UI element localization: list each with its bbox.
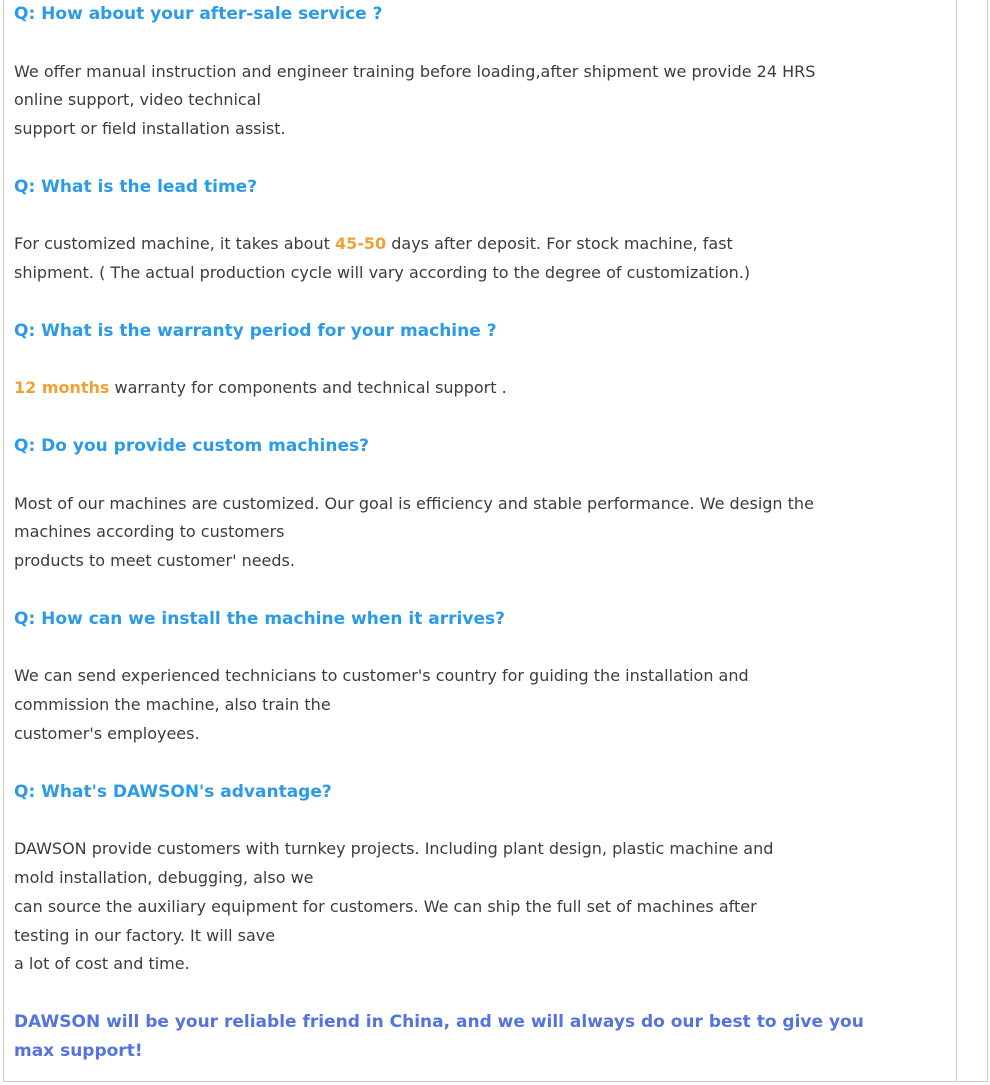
text-segment: We offer manual instruction and engineer training before loading,after shipment we provide 24 HRS	[14, 61, 816, 81]
text-segment: machines according to customers	[14, 522, 285, 542]
faq-answer-line	[14, 547, 954, 576]
text-segment: For customized machine, it takes about	[14, 234, 335, 254]
closing-note	[14, 1008, 954, 1066]
text-segment: We can send experienced technicians to customer's country for guiding the installation and	[14, 666, 749, 686]
faq-content	[14, 0, 954, 1065]
faq-answer-line	[14, 662, 954, 691]
faq-question: Q: What is the warranty period for your machine ?	[14, 320, 497, 341]
faq-question: Q: Do you provide custom machines?	[14, 435, 369, 456]
closing-note-line	[14, 1037, 954, 1066]
text-segment: online support, video technical	[14, 90, 261, 110]
text-segment: can source the auxiliary equipment for customers. We can ship the full set of machines after	[14, 896, 757, 916]
text-segment: shipment. ( The actual production cycle will vary according to the degree of customization.)	[14, 263, 751, 283]
text-segment: DAWSON will be your reliable friend in China, and we will always do our best to give you	[14, 1011, 864, 1032]
faq-answer-line	[14, 259, 954, 288]
text-segment: Most of our machines are customized. Our goal is efficiency and stable performance. We design the	[14, 493, 814, 513]
faq-answer-line	[14, 922, 954, 951]
faq-answer	[14, 230, 954, 288]
faq-answer-line	[14, 720, 954, 749]
text-segment: DAWSON provide customers with turnkey projects. Including plant design, plastic machine and	[14, 839, 774, 859]
highlight-text: 12 months	[14, 378, 110, 398]
faq-answer-line	[14, 893, 954, 922]
text-segment: a lot of cost and time.	[14, 954, 190, 974]
faq-question: Q: How can we install the machine when it arrives?	[14, 608, 505, 629]
faq-answer-line	[14, 230, 954, 259]
faq-answer-line	[14, 835, 954, 864]
faq-answer-line	[14, 518, 954, 547]
faq-question: Q: What's DAWSON's advantage?	[14, 781, 332, 802]
text-segment: commission the machine, also train the	[14, 695, 331, 715]
text-segment: warranty for components and technical support .	[109, 378, 507, 398]
closing-note-line	[14, 1008, 954, 1037]
faq-answer-line	[14, 374, 954, 403]
faq-question: Q: What is the lead time?	[14, 176, 258, 197]
text-segment: customer's employees.	[14, 723, 200, 743]
faq-answer	[14, 374, 954, 403]
highlight-text: 45-50	[334, 234, 387, 254]
faq-answer-line	[14, 86, 954, 115]
faq-answer-line	[14, 115, 954, 144]
text-segment: support or field installation assist.	[14, 119, 286, 139]
content-divider-line	[956, 0, 957, 1082]
faq-answer-line	[14, 58, 954, 87]
faq-question: Q: How about your after-sale service ?	[14, 4, 383, 24]
text-segment: products to meet customer' needs.	[14, 551, 295, 571]
faq-answer	[14, 662, 954, 748]
text-segment: max support!	[14, 1040, 143, 1061]
text-segment: mold installation, debugging, also we	[14, 867, 314, 887]
text-segment: testing in our factory. It will save	[14, 925, 276, 945]
faq-answer	[14, 58, 954, 144]
faq-answer-line	[14, 691, 954, 720]
faq-answer-line	[14, 490, 954, 519]
faq-answer	[14, 490, 954, 576]
text-segment: days after deposit. For stock machine, fast	[386, 234, 733, 254]
faq-answer-line	[14, 864, 954, 893]
faq-answer-line	[14, 950, 954, 979]
faq-answer	[14, 835, 954, 979]
